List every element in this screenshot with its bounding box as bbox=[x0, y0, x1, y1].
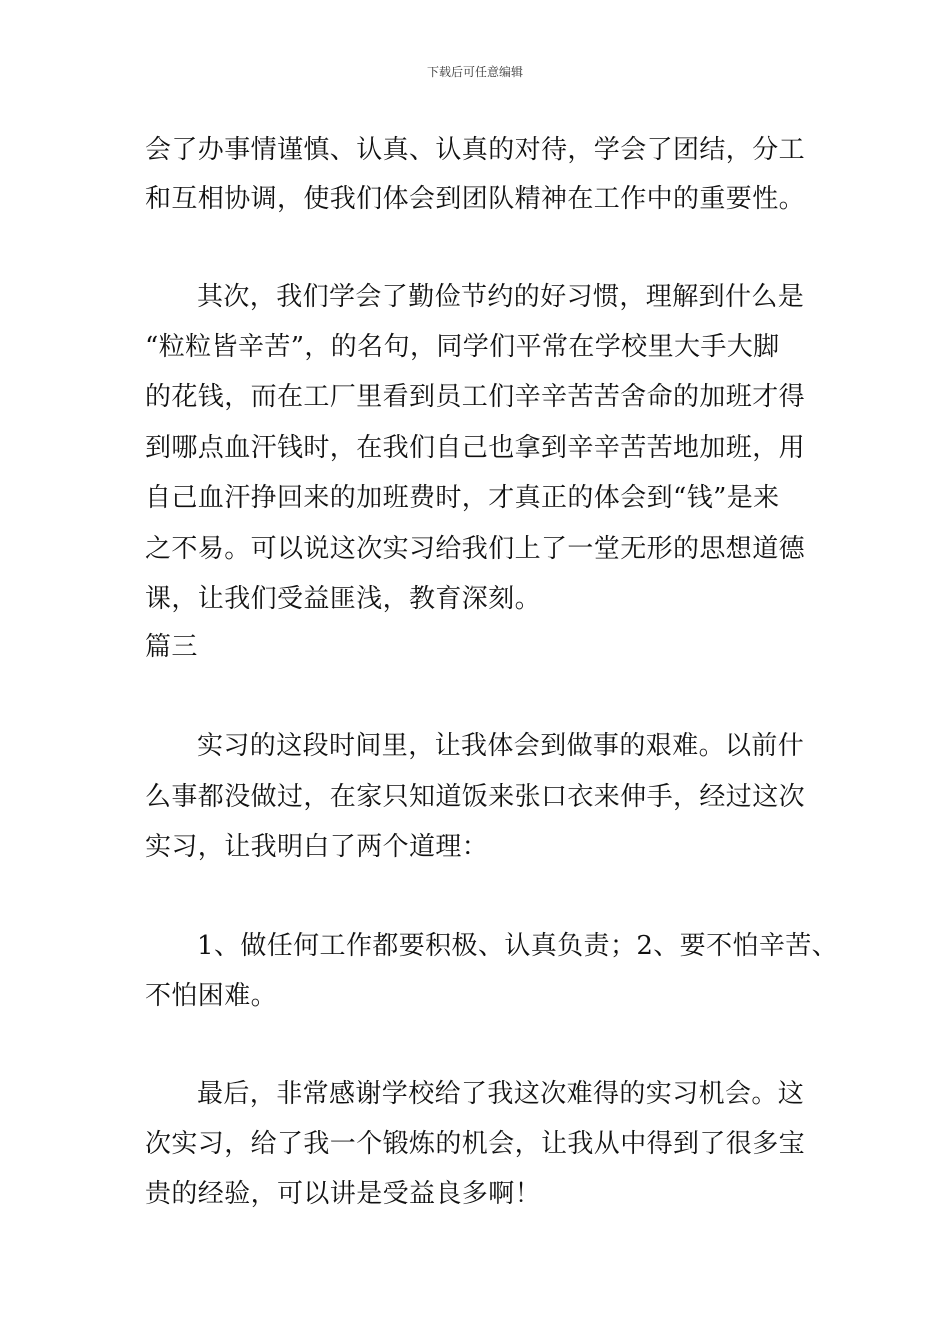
text-line: 之不易。可以说这次实习给我们上了一堂无形的思想道德 bbox=[145, 534, 806, 564]
text-line: 次实习，给了我一个锻炼的机会，让我从中得到了很多宝 bbox=[145, 1129, 806, 1159]
text-line: 和互相协调，使我们体会到团队精神在工作中的重要性。 bbox=[145, 184, 806, 214]
page-header: 下载后可任意编辑 bbox=[426, 65, 523, 79]
text-line: 会了办事情谨慎、认真、认真的对待，学会了团结，分工 bbox=[145, 135, 806, 165]
text-line: 到哪点血汗钱时，在我们自己也拿到辛辛苦苦地加班，用 bbox=[145, 433, 806, 463]
text-line: 自己血汗挣回来的加班费时，才真正的体会到“钱”是来 bbox=[145, 483, 780, 513]
text-line: 课，让我们受益匪浅，教育深刻。 bbox=[145, 584, 542, 614]
text-line: 其次，我们学会了勤俭节约的好习惯，理解到什么是 bbox=[197, 282, 805, 312]
text-line: “粒粒皆辛苦”，的名句，同学们平常在学校里大手大脚 bbox=[145, 332, 780, 362]
text-line: 不怕困难。 bbox=[145, 981, 278, 1011]
text-line: 1、做任何工作都要积极、认真负责；2、要不怕辛苦、 bbox=[197, 931, 839, 961]
text-line: 的花钱，而在工厂里看到员工们辛辛苦苦舍命的加班才得 bbox=[145, 382, 806, 412]
text-line: 贵的经验，可以讲是受益良多啊！ bbox=[145, 1179, 542, 1209]
text-line: 最后，非常感谢学校给了我这次难得的实习机会。这 bbox=[197, 1079, 805, 1109]
text-line: 么事都没做过，在家只知道饭来张口衣来伸手，经过这次 bbox=[145, 782, 806, 812]
text-line: 实习，让我明白了两个道理： bbox=[145, 832, 489, 862]
text-line: 实习的这段时间里，让我体会到做事的艰难。以前什 bbox=[197, 731, 805, 761]
section-title: 篇三 bbox=[145, 632, 198, 662]
